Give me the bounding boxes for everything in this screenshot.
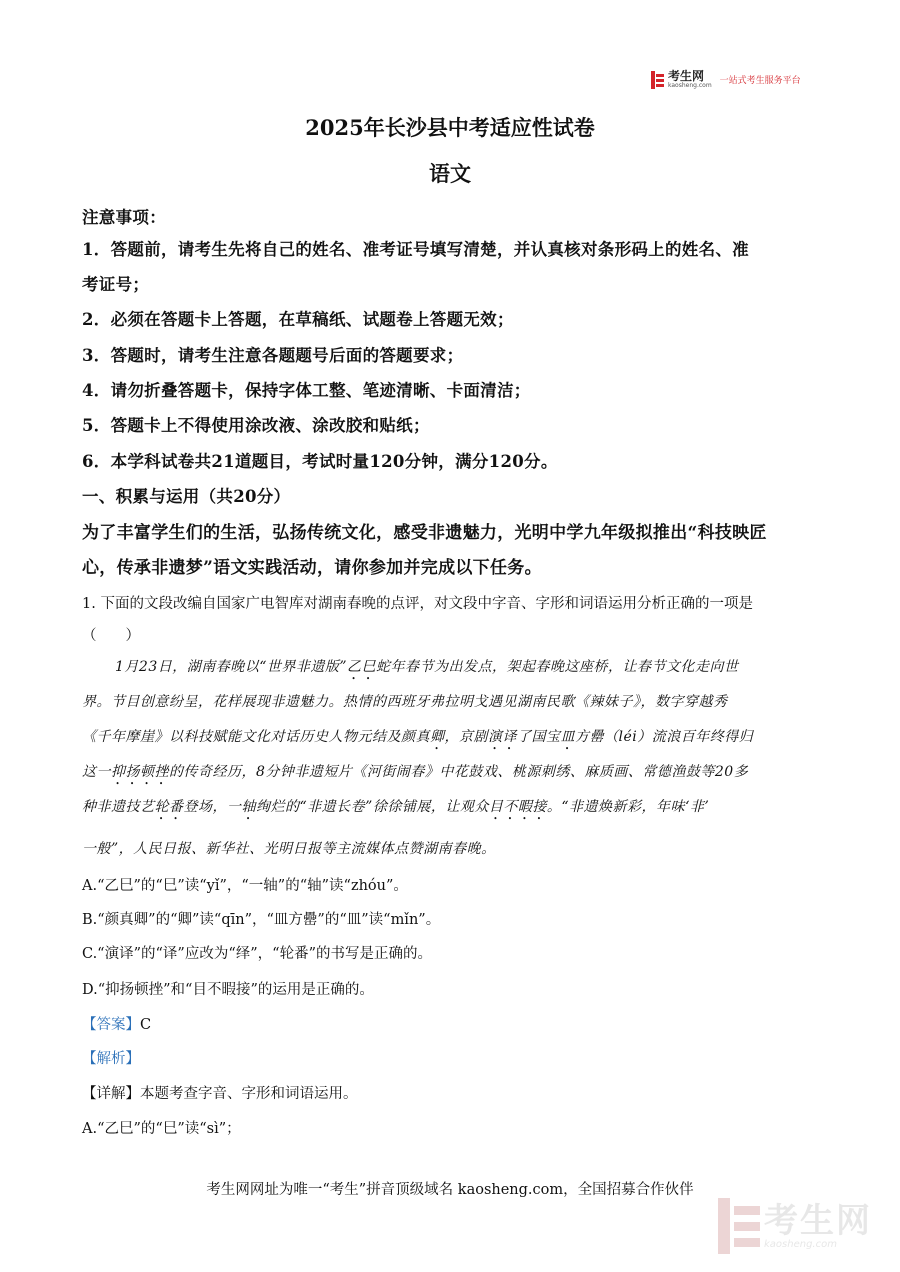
passage-line-1 — [115, 656, 739, 683]
notice-item-1-line-1: 1．答题前，请考生先将自己的姓名、准考证号填写清楚，并认真核对条形码上的姓名、准 — [82, 240, 749, 259]
notice-item-5: 5．答题卡上不得使用涂改液、涂改胶和贴纸； — [82, 416, 430, 435]
watermark-text-group — [764, 1200, 872, 1250]
detail-option-a: A.“乙巳”的“巳”读“sì”； — [82, 1121, 241, 1137]
subject-title: 语文 — [429, 161, 471, 186]
notice-heading: 注意事项： — [82, 208, 166, 227]
notice-item-6: 6．本学科试卷共21道题目，考试时量120分钟，满分120分。 — [82, 452, 558, 471]
logo-slogan: 一站式考生服务平台 — [719, 76, 801, 86]
passage-marked-word: 抑扬顿挫 — [111, 764, 169, 780]
header-logo — [651, 70, 801, 89]
option-b: B.“颜真卿”的“卿”读“qīn”，“皿方罍”的“皿”读“mǐn”。 — [82, 912, 441, 928]
logo-domain: kaosheng.com — [668, 82, 712, 89]
notice-item-2: 2．必须在答题卡上答题，在草稿纸、试题卷上答题无效； — [82, 310, 514, 329]
watermark-logo-icon — [718, 1198, 760, 1254]
passage-line-4 — [82, 761, 748, 788]
passage-marked-word: 乙巳 — [347, 659, 377, 675]
passage-text: 。“非遗焕新彩，年味‘非’ — [546, 799, 710, 815]
passage-marked-word: 演译 — [488, 729, 517, 745]
page-title: 2025年长沙县中考适应性试卷 — [305, 115, 595, 140]
option-d: D.“抑扬顿挫”和“目不暇接”的运用是正确的。 — [82, 982, 374, 998]
analysis-tag: 【解析】 — [82, 1051, 140, 1067]
answer-tag: 【答案】 — [82, 1017, 140, 1033]
option-c: C.“演译”的“译”应改为“绎”，“轮番”的书写是正确的。 — [82, 946, 432, 962]
section-intro-line-2: 心，传承非遗梦”语文实践活动，请你参加并完成以下任务。 — [82, 558, 542, 578]
detail-tag: 【详解】 — [82, 1086, 140, 1102]
passage-text: 1月23日，湖南春晚以“世界非遗版” — [115, 659, 348, 675]
passage-text: 蛇年春节为出发点，架起春晚这座桥，让春节文化走向世 — [376, 659, 739, 675]
passage-line-6: 一般”，人民日报、新华社、光明日报等主流媒体点赞湖南春晚。 — [82, 841, 496, 857]
detail-text: 本题考查字音、字形和词语运用。 — [140, 1086, 358, 1102]
logo-text-group — [668, 70, 712, 89]
section-heading: 一、积累与运用（共20分） — [82, 487, 291, 506]
passage-text: 方罍（léi）流浪百年终得归 — [575, 729, 754, 745]
passage-text: 了国宝 — [517, 729, 561, 745]
passage-text: 种非遗技艺 — [82, 799, 155, 815]
logo-name: 考生网 — [668, 69, 705, 83]
page-footer: 考生网网址为唯一“考生”拼音顶级域名 kaosheng.com，全国招募合作伙伴 — [206, 1182, 694, 1198]
passage-line-3 — [82, 726, 753, 753]
question-1-bracket: （ ） — [82, 628, 140, 644]
watermark — [718, 1198, 872, 1254]
passage-text: 《千年摩崖》以科技赋能文化对话历史人物元结及颜真 — [82, 729, 430, 745]
watermark-name: 考生网 — [764, 1200, 872, 1241]
passage-marked-word: 卿 — [430, 729, 445, 745]
watermark-domain: kaosheng.com — [764, 1238, 837, 1250]
answer-value: C — [140, 1017, 152, 1033]
question-1-stem: 1. 下面的文段改编自国家广电智库对湖南春晚的点评，对文段中字音、字形和词语运用分析正确的一项是 — [82, 596, 753, 612]
section-intro-line-1: 为了丰富学生们的生活，弘扬传统文化，感受非遗魅力，光明中学九年级拟推出“科技映匠 — [82, 523, 767, 543]
passage-text: 绚烂的“非遗长卷”徐徐铺展，让观众 — [256, 799, 489, 815]
detail-line — [82, 1082, 358, 1103]
passage-line-2: 界。节目创意纷呈，花样展现非遗魅力。热情的西班牙弗拉明戈遇见湖南民歌《辣妹子》，数字穿越秀 — [82, 694, 728, 710]
passage-text: 这一 — [82, 764, 111, 780]
answer-line — [82, 1013, 151, 1034]
notice-item-3: 3．答题时，请考生注意各题题号后面的答题要求； — [82, 346, 464, 365]
passage-marked-word: 轮番 — [154, 799, 184, 815]
passage-text: ，京剧 — [444, 729, 488, 745]
passage-marked-word: 轴 — [241, 799, 256, 815]
passage-text: 登场，一 — [183, 799, 242, 815]
kaosheng-logo-icon — [651, 71, 664, 89]
passage-marked-word: 皿 — [560, 729, 575, 745]
passage-text: 的传奇经历，8分钟非遗短片《河街闹春》中花鼓戏、桃源刺绣、麻质画、常德渔鼓等20多 — [169, 764, 749, 780]
notice-item-1-line-2: 考证号； — [82, 275, 150, 294]
notice-item-4: 4．请勿折叠答题卡，保持字体工整、笔迹清晰、卡面清洁； — [82, 381, 531, 400]
passage-marked-word: 目不暇接 — [488, 799, 547, 815]
option-a: A.“乙巳”的“巳”读“yǐ”，“一轴”的“轴”读“zhóu”。 — [82, 878, 408, 894]
passage-line-5 — [82, 796, 709, 823]
